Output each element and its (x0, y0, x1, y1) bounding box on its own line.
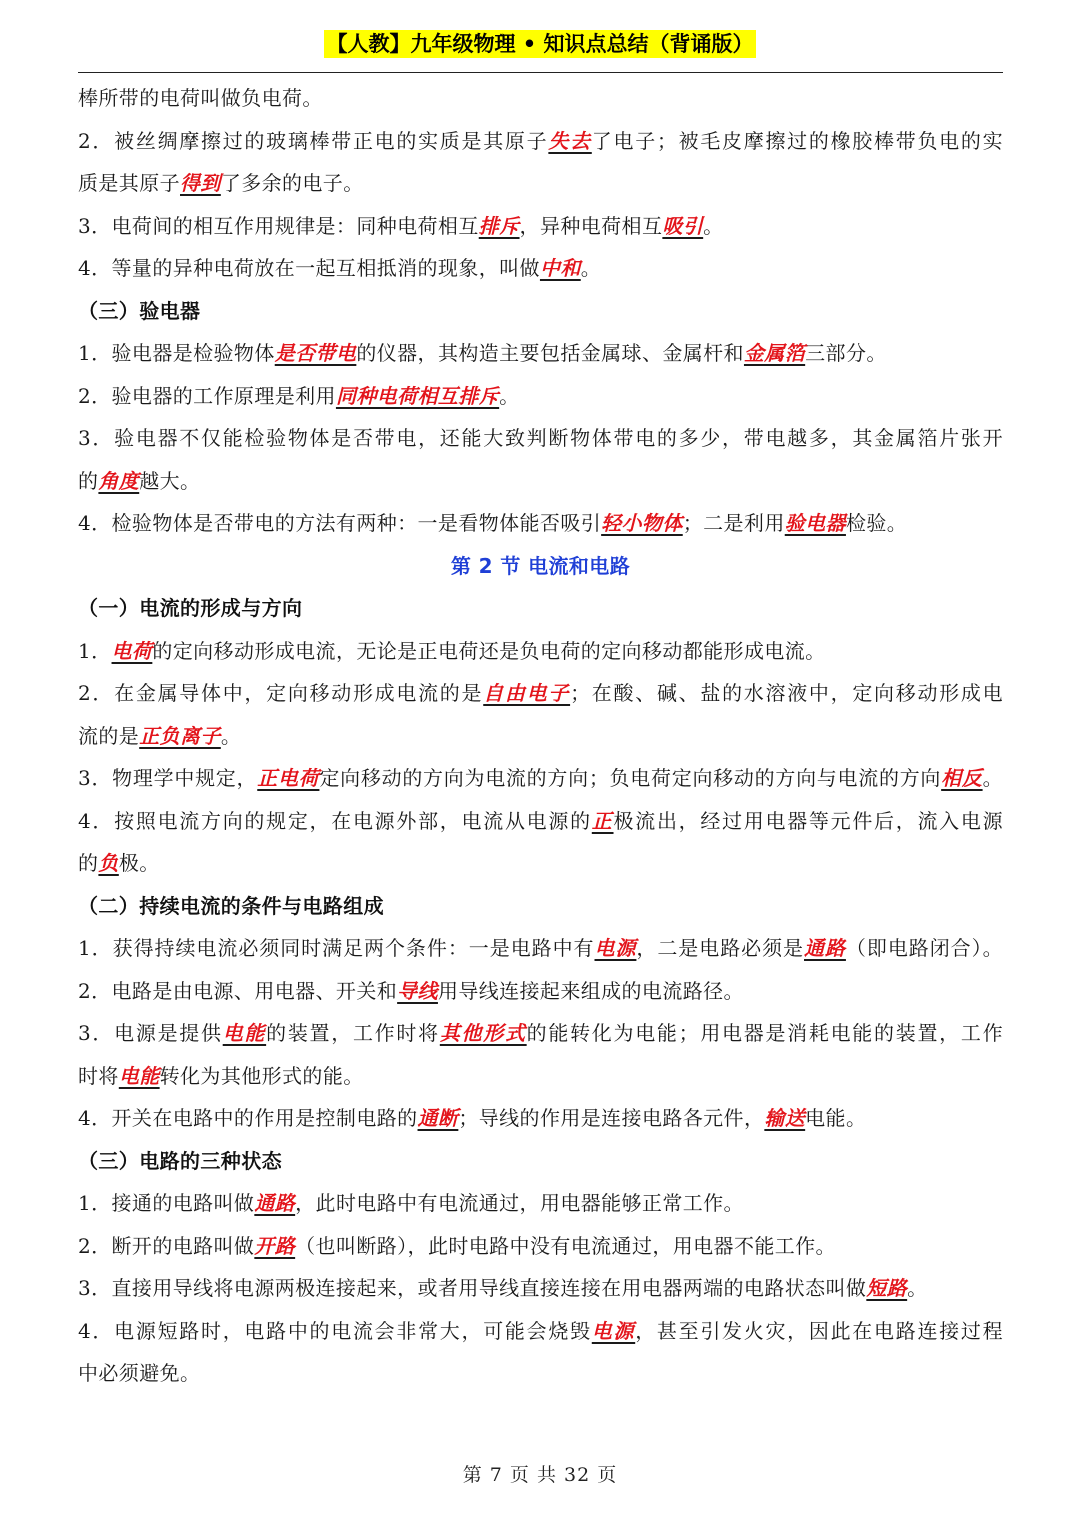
keyword-answer: 得到 (180, 171, 221, 195)
text-line (78, 672, 1003, 715)
keyword-answer: 排斥 (478, 213, 520, 238)
text-segment: ；导线的作用是连接电路各元件， (458, 1106, 765, 1130)
page-number: 第 7 页 共 32 页 (462, 1464, 618, 1486)
subsection-heading (78, 587, 1003, 630)
text-line (78, 332, 1003, 375)
text-line (78, 1055, 1003, 1098)
keyword-answer: 其他形式 (439, 1021, 527, 1045)
document-title: 【人教】九年级物理 • 知识点总结（背诵版） (326, 32, 754, 56)
text-segment: 中必须避免。 (78, 1361, 201, 1385)
keyword-answer: 短路 (866, 1276, 908, 1300)
text-segment: （二）持续电流的条件与电路组成 (78, 893, 384, 918)
keyword-answer: 正电荷 (257, 766, 320, 790)
keyword-answer: 电荷 (111, 638, 153, 663)
text-segment: 3．电荷间的相互作用规律是：同种电荷相互 (78, 213, 479, 238)
keyword-answer: 正 (591, 808, 614, 833)
keyword-answer: 通断 (417, 1106, 459, 1130)
text-segment: 3．电源是提供 (78, 1021, 223, 1045)
text-segment: （一）电流的形成与方向 (78, 596, 303, 620)
text-segment: 第 2 节 电流和电路 (450, 553, 631, 578)
text-segment: 4．检验物体是否带电的方法有两种：一是看物体能否吸引 (78, 511, 602, 535)
text-segment: 极流出，经过用电器等元件后，流入电源 (613, 808, 1004, 833)
text-segment: ；在酸、碱、盐的水溶液中，定向移动形成电 (570, 681, 1004, 705)
text-segment: 3．直接用导线将电源两极连接起来，或者用导线直接连接在用电器两端的电路状态叫做 (78, 1276, 867, 1300)
text-segment: 。 (982, 766, 1003, 790)
text-segment: 的 (78, 468, 99, 493)
section-heading (78, 545, 1003, 588)
text-segment: 2．电路是由电源、用电器、开关和 (78, 978, 398, 1003)
text-segment: 4．开关在电路中的作用是控制电路的 (78, 1106, 418, 1130)
keyword-answer: 自由电子 (483, 681, 571, 705)
text-segment: 。 (907, 1276, 928, 1300)
text-segment: ；二是利用 (682, 511, 785, 535)
keyword-answer: 相反 (941, 766, 983, 790)
text-segment: 1．获得持续电流必须同时满足两个条件：一是电路中有 (78, 936, 595, 960)
text-segment: 的能转化为电能；用电器是消耗电能的装置，工作 (526, 1021, 1003, 1045)
keyword-answer: 中和 (539, 256, 581, 280)
text-line (78, 970, 1003, 1013)
text-segment: ，二是电路必须是 (636, 936, 805, 960)
text-line (78, 1267, 1003, 1310)
text-segment: 。 (220, 723, 242, 748)
keyword-answer: 输送 (764, 1106, 806, 1130)
document-body (78, 77, 1003, 1395)
text-segment: 流的是 (78, 723, 140, 748)
text-segment: 1． (78, 638, 112, 663)
text-line (78, 1310, 1003, 1353)
text-line (78, 77, 1003, 120)
text-line (78, 1352, 1003, 1395)
text-segment: 电能。 (805, 1106, 867, 1130)
text-segment: 质是其原子 (78, 171, 180, 195)
text-segment: 4．等量的异种电荷放在一起互相抵消的现象，叫做 (78, 256, 540, 280)
keyword-answer: 电能 (118, 1063, 160, 1088)
keyword-answer: 电能 (222, 1021, 267, 1045)
text-segment: 了多余的电子。 (220, 171, 364, 195)
keyword-answer: 开路 (254, 1233, 296, 1258)
text-line (78, 1225, 1003, 1268)
text-line (78, 1097, 1003, 1140)
keyword-answer: 角度 (98, 468, 140, 493)
keyword-answer: 导线 (397, 978, 438, 1003)
text-line (78, 460, 1003, 503)
text-segment: 的仪器，其构造主要包括金属球、金属杆和 (356, 341, 744, 365)
keyword-answer: 通路 (804, 936, 846, 960)
text-segment: ，此时电路中有电流通过，用电器能够正常工作。 (295, 1191, 744, 1215)
text-segment: 2．验电器的工作原理是利用 (78, 383, 336, 408)
text-line (78, 205, 1003, 248)
text-segment: 检验。 (845, 511, 908, 535)
subsection-heading (78, 290, 1003, 333)
text-segment: （三）验电器 (78, 298, 201, 323)
header-divider (78, 72, 1003, 73)
text-segment: 时将 (78, 1063, 119, 1088)
text-segment: 用导线连接起来组成的电流路径。 (437, 978, 744, 1003)
text-segment: 极。 (118, 851, 160, 875)
text-segment: 2．断开的电路叫做 (78, 1233, 255, 1258)
text-segment: （三）电路的三种状态 (78, 1148, 282, 1173)
keyword-answer: 正负离子 (139, 723, 221, 748)
keyword-answer: 电源 (594, 936, 637, 960)
keyword-answer: 电源 (591, 1318, 636, 1343)
text-segment: 三部分。 (805, 341, 887, 365)
text-segment: 1．接通的电路叫做 (78, 1191, 255, 1215)
text-segment: 2．被丝绸摩擦过的玻璃棒带正电的实质是其原子 (78, 128, 549, 153)
text-line (78, 927, 1003, 970)
text-segment: 2．在金属导体中，定向移动形成电流的是 (78, 681, 484, 705)
subsection-heading (78, 885, 1003, 928)
text-segment: 了电子；被毛皮摩擦过的橡胶棒带负电的实 (591, 128, 1003, 153)
keyword-answer: 轻小物体 (601, 511, 683, 535)
keyword-answer: 同种电荷相互排斥 (335, 383, 500, 408)
text-line (78, 120, 1003, 163)
keyword-answer: 吸引 (662, 213, 704, 238)
keyword-answer: 负 (98, 851, 119, 875)
text-segment: 定向移动的方向为电流的方向；负电荷定向移动的方向与电流的方向 (319, 766, 942, 790)
text-segment: 越大。 (139, 468, 201, 493)
text-segment: 转化为其他形式的能。 (159, 1063, 364, 1088)
text-segment: 3．物理学中规定， (78, 766, 258, 790)
text-segment: 3．验电器不仅能检验物体是否带电，还能大致判断物体带电的多少，带电越多，其金属箔片张开 (78, 426, 1003, 450)
text-line (78, 842, 1003, 885)
text-segment: （即电路闭合）。 (845, 936, 1003, 960)
text-line (78, 715, 1003, 758)
text-line (78, 375, 1003, 418)
text-line (78, 247, 1003, 290)
text-line (78, 417, 1003, 460)
text-segment: 4．电源短路时，电路中的电流会非常大，可能会烧毁 (78, 1318, 592, 1343)
text-segment: 。 (580, 256, 602, 280)
text-line (78, 757, 1003, 800)
subsection-heading (78, 1140, 1003, 1183)
text-line (78, 162, 1003, 205)
text-line (78, 800, 1003, 843)
text-segment: （也叫断路），此时电路中没有电流通过，用电器不能工作。 (295, 1233, 836, 1258)
text-segment: 。 (499, 383, 520, 408)
text-line (78, 1012, 1003, 1055)
text-segment: 。 (703, 213, 724, 238)
text-line (78, 1182, 1003, 1225)
keyword-answer: 金属箔 (743, 341, 806, 365)
text-segment: 1．验电器是检验物体 (78, 341, 275, 365)
text-segment: ，异种电荷相互 (519, 213, 663, 238)
keyword-answer: 验电器 (784, 511, 846, 535)
text-line (78, 630, 1003, 673)
text-segment: 的定向移动形成电流，无论是正电荷还是负电荷的定向移动都能形成电流。 (152, 638, 826, 663)
text-segment: 4．按照电流方向的规定，在电源外部，电流从电源的 (78, 808, 592, 833)
text-segment: 的装置，工作时将 (266, 1021, 440, 1045)
text-line (78, 502, 1003, 545)
text-segment: ，甚至引发火灾，因此在电路连接过程 (635, 1318, 1003, 1343)
keyword-answer: 是否带电 (274, 341, 357, 365)
page-header (0, 30, 1080, 58)
text-segment: 棒所带的电荷叫做负电荷。 (78, 86, 323, 110)
text-segment: 的 (78, 851, 99, 875)
keyword-answer: 失去 (548, 128, 592, 153)
keyword-answer: 通路 (254, 1191, 296, 1215)
